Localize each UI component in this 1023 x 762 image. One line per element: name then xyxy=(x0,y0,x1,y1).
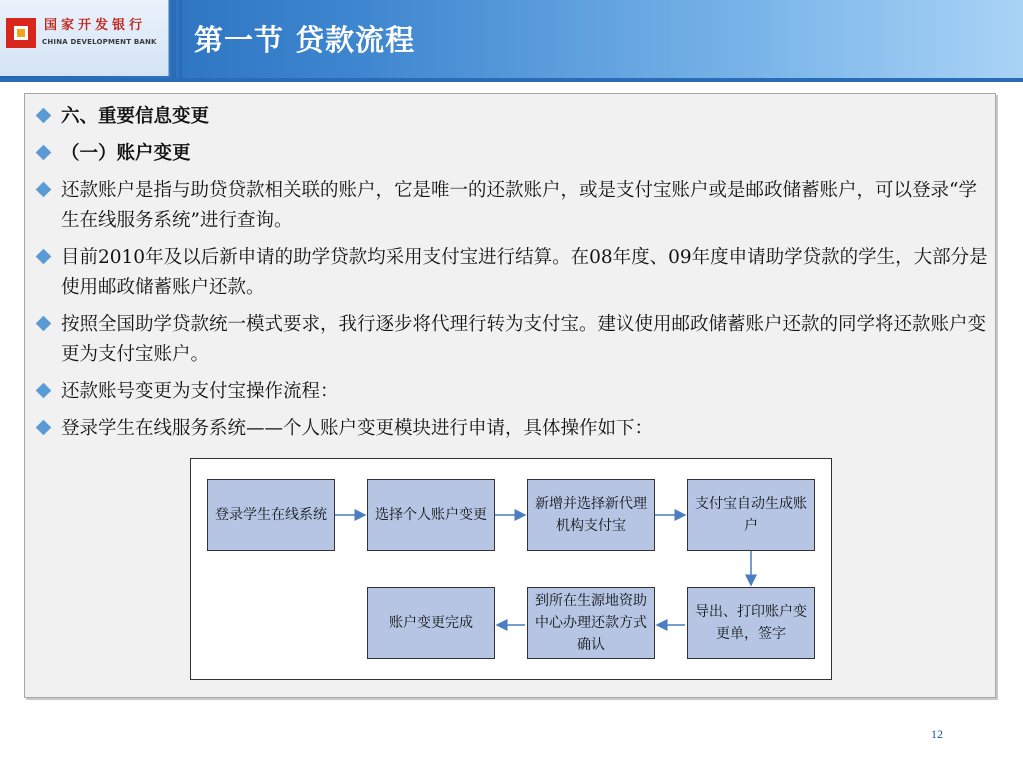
bullet-text: 按照全国助学贷款统一模式要求，我行逐步将代理行转为支付宝。建议使用邮政储蓄账户还款的同学将还款账户变更为支付宝账户。 xyxy=(61,314,987,365)
bank-logo-icon xyxy=(6,18,36,48)
bank-name-cn: 国家开发银行 xyxy=(44,18,147,33)
diamond-bullet-icon xyxy=(36,249,52,265)
diamond-bullet-icon xyxy=(36,383,52,399)
bullet-text: 目前2010年及以后新申请的助学贷款均采用支付宝进行结算。在08年度、09年度申请助学贷款的学生，大部分是使用邮政储蓄账户还款。 xyxy=(61,247,988,298)
bullet-item xyxy=(33,176,991,236)
flowchart xyxy=(190,458,832,680)
slide-title: 第一节 贷款流程 xyxy=(194,23,416,57)
diamond-bullet-icon xyxy=(36,145,52,161)
bullet-text: 登录学生在线服务系统——个人账户变更模块进行申请，具体操作如下： xyxy=(61,418,654,439)
bullet-item xyxy=(33,310,991,370)
header-divider-thin xyxy=(179,0,182,80)
diamond-bullet-icon xyxy=(36,316,52,332)
page-number: 12 xyxy=(931,727,943,741)
flow-step-login: 登录学生在线系统 xyxy=(207,479,335,551)
bullet-text: 六、重要信息变更 xyxy=(61,106,210,127)
bullet-list xyxy=(33,102,991,451)
bullet-text: （一）账户变更 xyxy=(61,143,191,164)
bullet-item xyxy=(33,414,991,444)
bullet-item xyxy=(33,377,991,407)
bank-logo xyxy=(0,0,169,76)
flow-step-select-account: 选择个人账户变更 xyxy=(367,479,495,551)
bullet-item xyxy=(33,102,991,132)
bullet-text: 还款账号变更为支付宝操作流程： xyxy=(61,381,339,402)
flow-step-auto-generate: 支付宝自动生成账户 xyxy=(687,479,815,551)
diamond-bullet-icon xyxy=(36,420,52,436)
flow-step-confirm-method: 到所在生源地资助中心办理还款方式确认 xyxy=(527,587,655,659)
bank-name-en: CHINA DEVELOPMENT BANK xyxy=(42,38,157,46)
bullet-text: 还款账户是指与助贷贷款相关联的账户，它是唯一的还款账户，或是支付宝账户或是邮政储蓄账户，可以登录“学生在线服务系统”进行查询。 xyxy=(61,180,977,231)
flow-step-complete: 账户变更完成 xyxy=(367,587,495,659)
header-underline xyxy=(0,78,1023,82)
bullet-item xyxy=(33,139,991,169)
flow-step-print-form: 导出、打印账户变更单，签字 xyxy=(687,587,815,659)
diamond-bullet-icon xyxy=(36,108,52,124)
bullet-item xyxy=(33,243,991,303)
flow-step-add-agent: 新增并选择新代理机构支付宝 xyxy=(527,479,655,551)
diamond-bullet-icon xyxy=(36,182,52,198)
header-divider xyxy=(171,0,176,80)
